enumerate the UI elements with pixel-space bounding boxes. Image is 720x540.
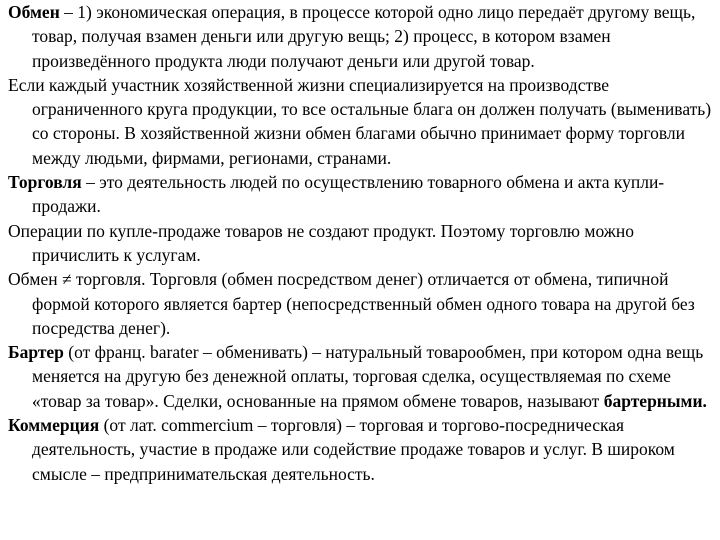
paragraph-torgovlya-definition: [8, 170, 714, 219]
paragraph-obmen-vs-torgovlya: [8, 267, 714, 340]
term-torgovlya: Торговля: [8, 172, 82, 193]
paragraph-text: Обмен ≠ торговля. Торговля (обмен посредством денег) отличается от обмена, типичной формой которого является бартер (непосредственный обмен одного товара на другой без посредства денег).: [8, 269, 695, 338]
paragraph-obmen-definition: [8, 0, 714, 73]
paragraph-barter-definition: [8, 340, 714, 413]
term-barter: Бартер: [8, 342, 64, 363]
definition-text: (от франц. barater – обменивать) – натуральный товарообмен, при котором одна вещь меняется на другую без денежной оплаты, торговая сделка, осуществляемая по схеме «товар за товар». Сделки, основанные на прямом обмене товаров, называют: [32, 342, 704, 411]
definition-text: – это деятельность людей по осуществлению товарного обмена и акта купли-продажи.: [32, 172, 665, 217]
paragraph-kommertsiya-definition: [8, 413, 714, 486]
term-barternymi: бартерными.: [603, 390, 707, 411]
definition-text: – 1) экономическая операция, в процессе которой одно лицо передаёт другому вещь, товар, получая взамен деньги или другую вещь; 2) процесс, в котором взамен произведённого продукта люди получают деньги или другой товар.: [32, 2, 696, 71]
term-obmen: Обмен: [8, 2, 60, 22]
paragraph-operations: [8, 219, 714, 268]
paragraph-text: Если каждый участник хозяйственной жизни специализируется на производстве ограниченного круга продукции, то все остальные блага он должен получать (выменивать) со стороны. В хозяйственной жизни обмен благами обычно принимает форму торговли между людьми, фирмами, регионами, странами.: [8, 74, 712, 168]
definition-text: (от лат. commercium – торговля) – торговая и торгово-посредническая деятельность, участие в продаже или содействие продаже товаров и услуг. В широком смысле – предпринимательская деятельность.: [32, 415, 675, 484]
paragraph-specialization: [8, 73, 714, 170]
term-kommertsiya: Коммерция: [8, 415, 100, 436]
paragraph-text: Операции по купле-продаже товаров не создают продукт. Поэтому торговлю можно причислить к услугам.: [8, 220, 634, 265]
